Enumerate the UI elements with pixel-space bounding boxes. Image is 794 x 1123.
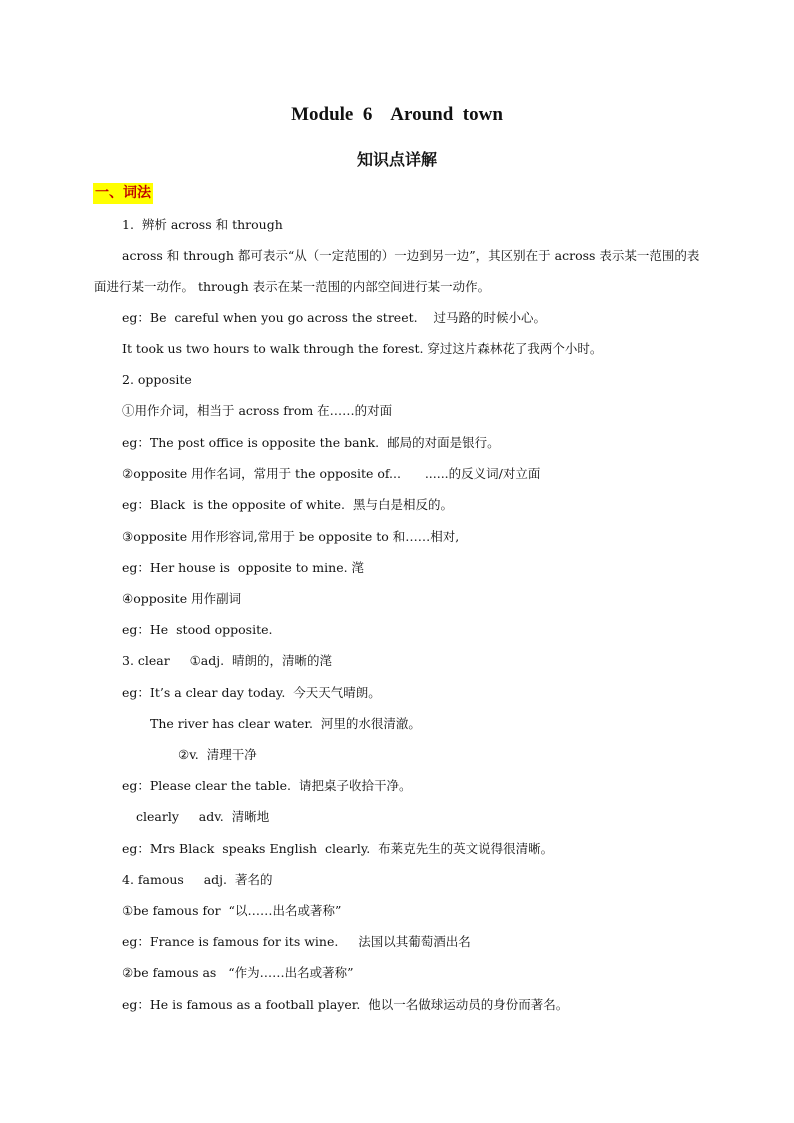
text-line: eg：Mrs Black speaks English clearly. 布莱克先生的英文说得很清晰。 [122,841,554,856]
page-subtitle: 知识点详解 [356,150,437,169]
text-line: eg：He stood opposite. [122,622,273,637]
text-line: ③opposite 用作形容词,常用于 be opposite to 和……相对, [122,529,460,544]
text-line: ①be famous for “以……出名或著称” [122,903,342,918]
text-line: The river has clear water. 河里的水很清澈。 [150,716,421,731]
text-line: ①用作介词，相当于 across from 在……的对面 [122,403,393,418]
text-line: ②opposite 用作名词，常用于 the opposite of... ......的反义词/对立面 [122,466,541,481]
text-line: eg：The post office is opposite the bank. 邮局的对面是银行。 [122,435,500,450]
text-line: It took us two hours to walk through the forest. 穿过这片森林花了我两个小时。 [122,341,603,356]
text-line: 1. 辨析 across 和 through [122,217,283,232]
text-line: eg：Her house is opposite to mine. 滗 [122,560,365,575]
text-line: clearly adv. 清晰地 [136,809,270,824]
text-line: 3. clear ①adj. 晴朗的，清晰的滗 [122,653,333,668]
text-line: across 和 through 都可表示“从（一定范围的）一边到另一边”，其区别在于 across 表示某一范围的表面进行某一动作。 through 表示在某一范围的内部空间进行某一动作。 [94,248,700,294]
text-line: eg：It’s a clear day today. 今天天气晴朗。 [122,685,381,700]
text-line: eg：Be careful when you go across the street. 过马路的时候小心。 [122,310,546,325]
section-heading: 一、词法 [93,183,153,204]
text-line: 2. opposite [122,372,192,387]
text-line: ②be famous as “作为……出名或著称” [122,965,354,980]
text-line: eg：France is famous for its wine. 法国以其葡萄酒出名 [122,934,471,949]
text-line: ④opposite 用作副词 [122,591,242,606]
text-line: eg：He is famous as a football player. 他以一名做球运动员的身份而著名。 [122,997,569,1012]
page-title: Module 6 Around town [291,104,503,125]
text-line: 4. famous adj. 著名的 [122,872,273,887]
text-paragraph [94,240,706,302]
text-line: eg：Black is the opposite of white. 黑与白是相反的。 [122,497,453,512]
text-line: ②v. 清理干净 [178,747,257,762]
text-line: eg：Please clear the table. 请把桌子收拾干净。 [122,778,412,793]
